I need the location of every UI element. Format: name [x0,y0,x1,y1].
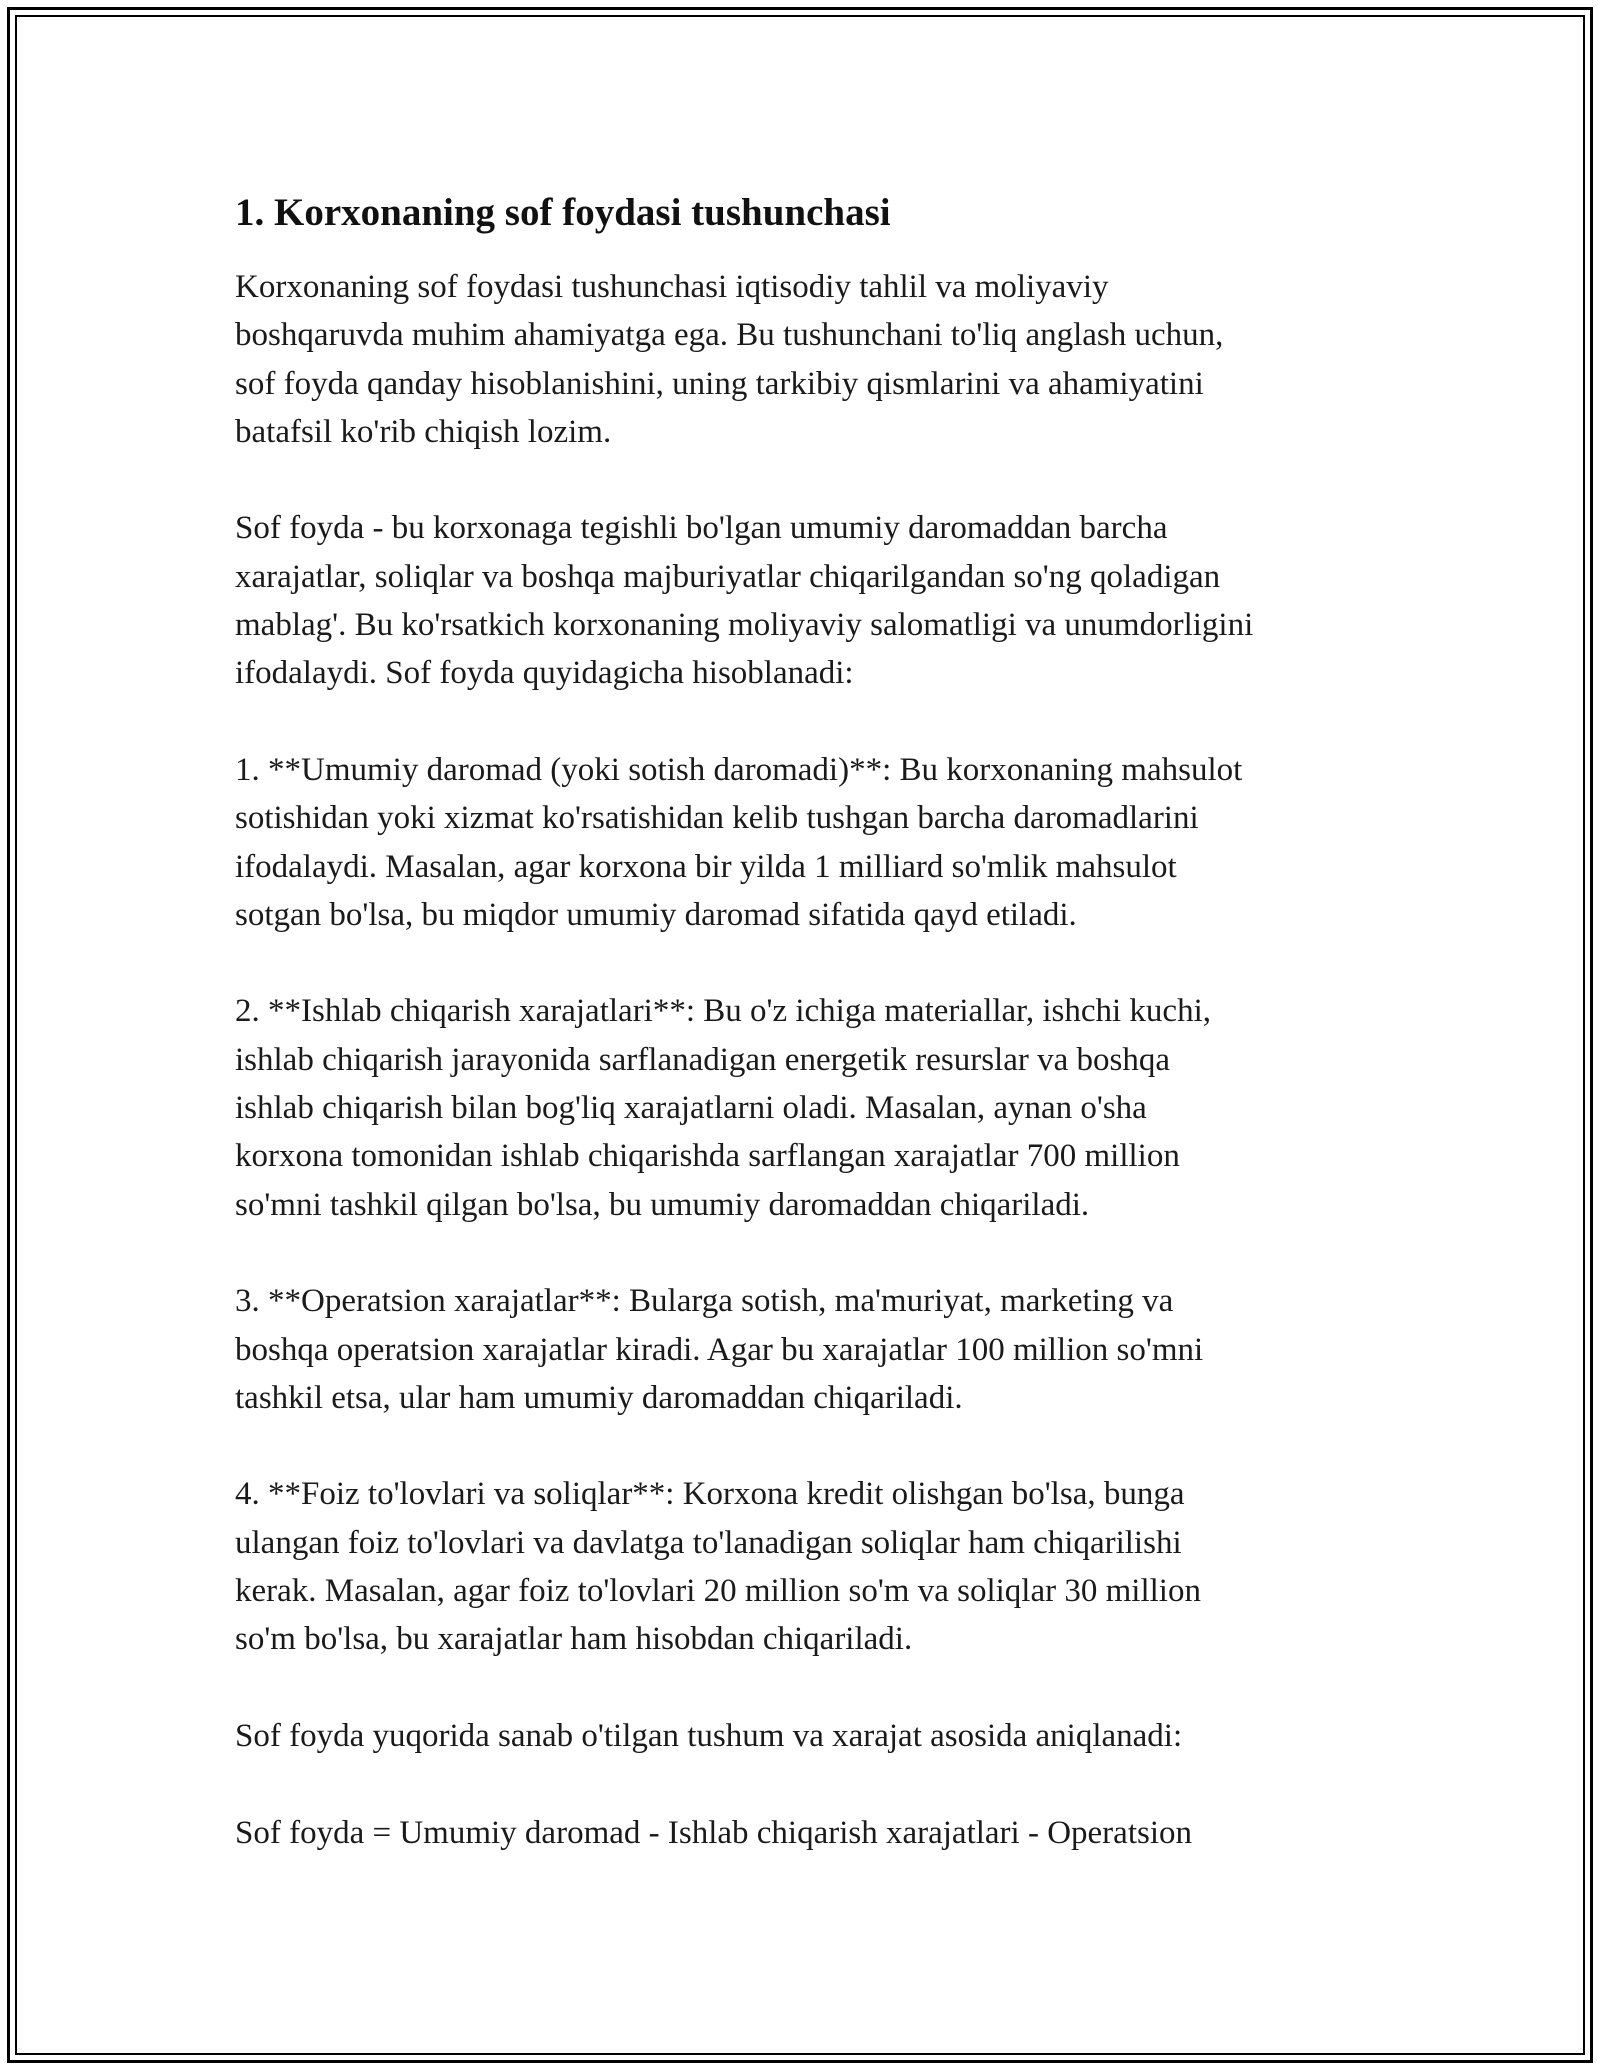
paragraph-summary [235,1712,1415,1760]
text-line: mablag'. Bu ko'rsatkich korxonaning moliyaviy salomatligi va unumdorligini [235,607,1254,644]
text-line: boshqaruvda muhim ahamiyatga ega. Bu tushunchani to'liq anglash uchun, [235,317,1224,354]
text-line: korxona tomonidan ishlab chiqarishda sarflangan xarajatlar 700 million [235,1138,1180,1175]
section-heading: 1. Korxonaning sof foydasi tushunchasi [235,191,891,234]
paragraph-intro [235,263,1415,456]
text-line: ifodalaydi. Masalan, agar korxona bir yilda 1 milliard so'mlik mahsulot [235,848,1177,885]
text-line: Sof foyda = Umumiy daromad - Ishlab chiqarish xarajatlari - Operatsion [235,1814,1192,1851]
text-line: batafsil ko'rib chiqish lozim. [235,413,612,450]
paragraph-item-4 [235,1470,1415,1663]
text-line: ifodalaydi. Sof foyda quyidagicha hisoblanadi: [235,655,854,692]
text-line: Sof foyda - bu korxonaga tegishli bo'lgan umumiy daromaddan barcha [235,510,1168,547]
text-line: so'mni tashkil qilgan bo'lsa, bu umumiy daromaddan chiqariladi. [235,1186,1090,1223]
paragraph-item-3 [235,1277,1415,1422]
text-line: Sof foyda yuqorida sanab o'tilgan tushum va xarajat asosida aniqlanadi: [235,1717,1183,1754]
text-line: tashkil etsa, ular ham umumiy daromaddan chiqariladi. [235,1379,963,1416]
text-line: sotgan bo'lsa, bu miqdor umumiy daromad sifatida qayd etiladi. [235,896,1077,933]
paragraph-definition [235,504,1415,697]
text-line: boshqa operatsion xarajatlar kiradi. Agar bu xarajatlar 100 million so'mni [235,1331,1204,1368]
paragraph-item-2 [235,987,1415,1228]
text-line: xarajatlar, soliqlar va boshqa majburiyatlar chiqarilgandan so'ng qoladigan [235,558,1221,595]
text-line: kerak. Masalan, agar foiz to'lovlari 20 million so'm va soliqlar 30 million [235,1573,1201,1610]
text-line: 4. **Foiz to'lovlari va soliqlar**: Korxona kredit olishgan bo'lsa, bunga [235,1476,1185,1513]
text-line: Korxonaning sof foydasi tushunchasi iqtisodiy tahlil va moliyaviy [235,269,1109,305]
text-line: ulangan foiz to'lovlari va davlatga to'lanadigan soliqlar ham chiqarilishi [235,1524,1182,1561]
text-line: 1. **Umumiy daromad (yoki sotish daromadi)**: Bu korxonaning mahsulot [235,751,1243,788]
text-line: sotishidan yoki xizmat ko'rsatishidan kelib tushgan barcha daromadlarini [235,800,1199,837]
document-content [235,185,1415,1905]
text-line: so'm bo'lsa, bu xarajatlar ham hisobdan chiqariladi. [235,1621,913,1658]
text-line: ishlab chiqarish jarayonida sarflanadigan energetik resurslar va boshqa [235,1041,1170,1078]
text-line: ishlab chiqarish bilan bog'liq xarajatlarni oladi. Masalan, aynan o'sha [235,1090,1147,1127]
text-line: 3. **Operatsion xarajatlar**: Bularga sotish, ma'muriyat, marketing va [235,1283,1174,1320]
text-line: 2. **Ishlab chiqarish xarajatlari**: Bu o'z ichiga materiallar, ishchi kuchi, [235,993,1211,1030]
paragraph-item-1 [235,746,1415,939]
text-line: sof foyda qanday hisoblanishini, uning tarkibiy qismlarini va ahamiyatini [235,365,1204,402]
paragraph-formula [235,1809,1415,1857]
